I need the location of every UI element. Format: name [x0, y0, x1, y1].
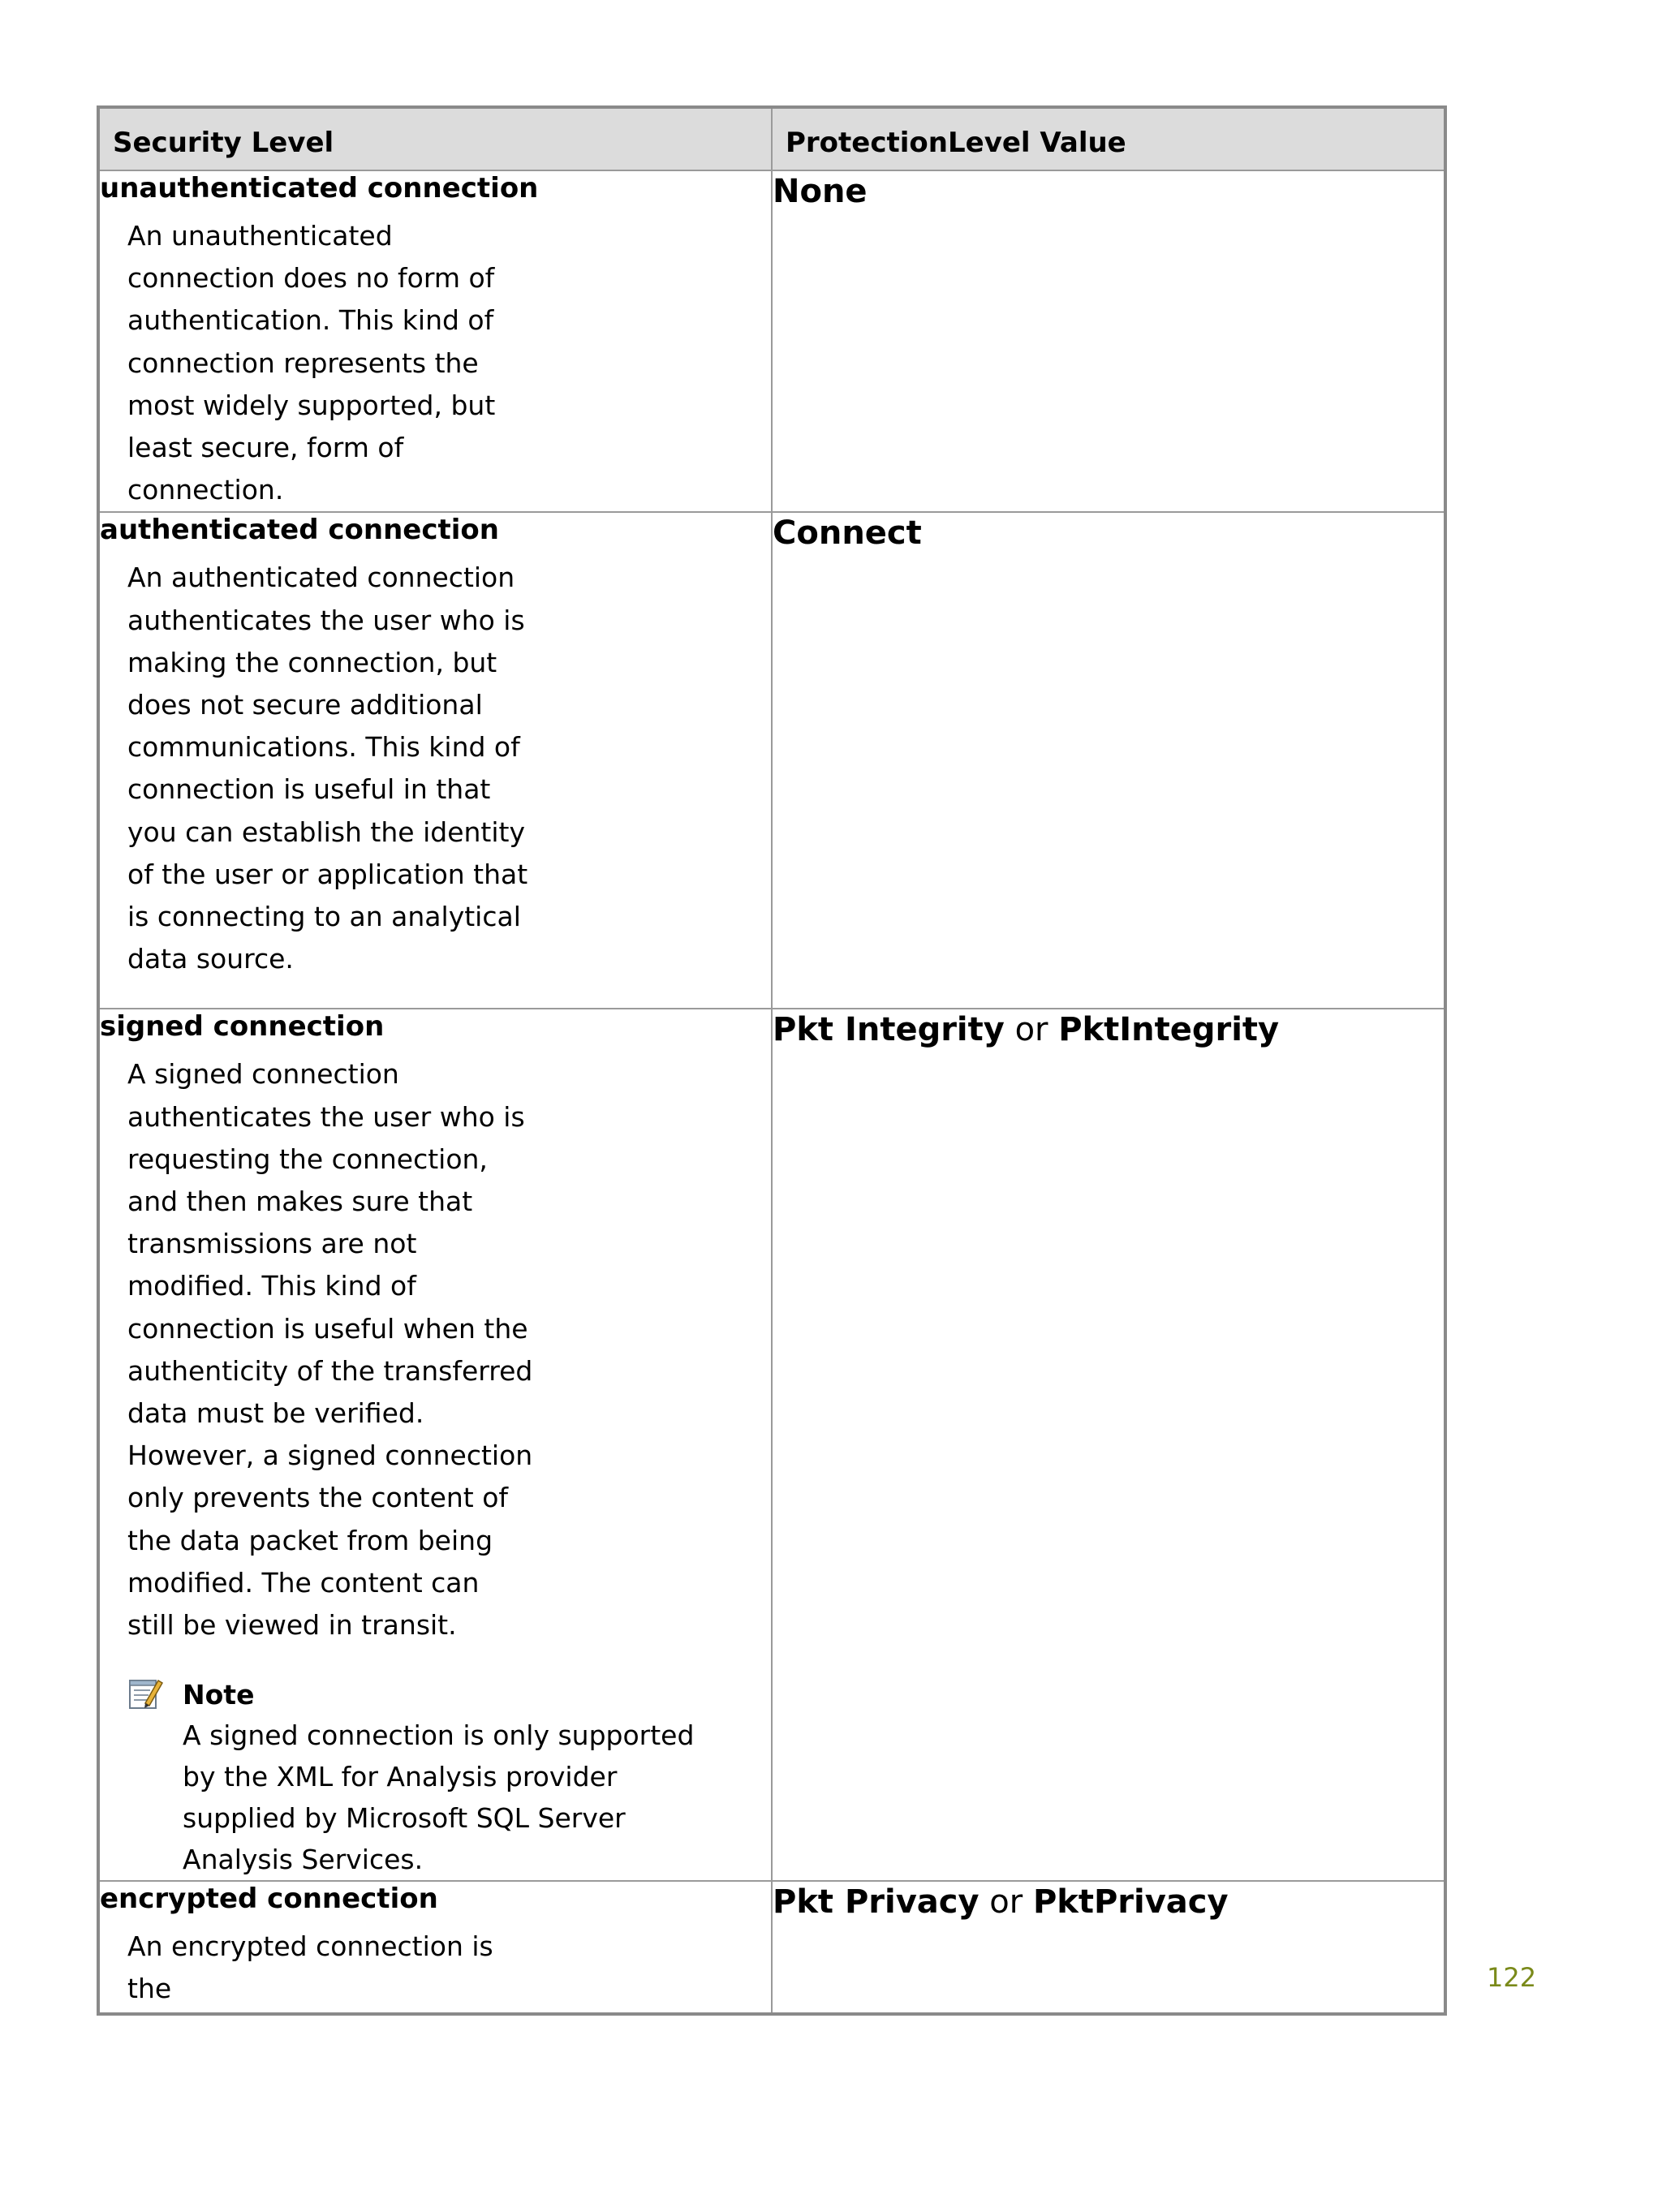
note-header: [127, 1671, 771, 1711]
security-level-cell: [98, 512, 772, 1009]
protection-level-cell: [772, 1009, 1445, 1881]
protection-level-alternate: PktIntegrity: [1058, 1011, 1280, 1049]
security-level-title: authenticated connection: [100, 514, 499, 547]
table-row: [98, 170, 1445, 512]
table-row: [98, 512, 1445, 1009]
table-header-row: [98, 107, 1445, 170]
table-row: [98, 1881, 1445, 2013]
header-security-level: Security Level: [98, 107, 772, 170]
protection-level-cell: [772, 170, 1445, 512]
protection-level-value: [773, 513, 1444, 553]
security-level-description: An authenticated connection authenticates the user who is making the connection, but does not secure additional communications. This kind of connection is useful in that you can establish the identity of the user or application that is connecting to an analytical data source.: [127, 562, 528, 975]
table-row: [98, 1009, 1445, 1881]
protection-level-alternate: PktPrivacy: [1032, 1883, 1229, 1922]
protection-level-primary: Pkt Integrity: [773, 1011, 1005, 1049]
protection-level-value: [773, 171, 1444, 212]
security-level-title: unauthenticated connection: [100, 172, 539, 204]
note-pencil-icon: [127, 1676, 163, 1711]
note-text: A signed connection is only supported by the XML for Analysis provider supplied by Microsoft SQL Server Analysis Services.: [183, 1719, 695, 1876]
protection-level-or: or: [1014, 1011, 1048, 1049]
protection-level-cell: [772, 512, 1445, 1009]
security-level-table: [97, 105, 1447, 2016]
protection-level-or: or: [989, 1883, 1023, 1922]
page-number: 122: [1487, 1962, 1537, 1993]
security-level-cell: [98, 1009, 772, 1881]
note-label: Note: [183, 1679, 255, 1711]
security-level-cell: [98, 1881, 772, 2013]
security-level-description: A signed connection authenticates the user who is requesting the connection, and then makes sure that transmissions are not modified. This kind of connection is useful when the authenticity of the transferred data must be verified. However, a signed connection only prevents the content of the data packet from being modified. The content can still be viewed in transit.: [127, 1058, 533, 1642]
protection-level-primary: Pkt Privacy: [773, 1883, 980, 1922]
security-level-description: An encrypted connection is the: [127, 1930, 493, 2005]
protection-level-primary: None: [773, 173, 868, 210]
protection-level-primary: Connect: [773, 514, 922, 553]
security-level-title: encrypted connection: [100, 1883, 438, 1916]
security-level-description: An unauthenticated connection does no form of authentication. This kind of connection represents the most widely supported, but least secure, form of connection.: [127, 220, 496, 506]
protection-level-cell: [772, 1881, 1445, 2013]
security-level-cell: [98, 170, 772, 512]
protection-level-value: [773, 1882, 1444, 1922]
note-block: [127, 1671, 771, 1880]
security-level-title: signed connection: [100, 1010, 385, 1044]
header-protection-level-value: ProtectionLevel Value: [772, 107, 1445, 170]
protection-level-value: [773, 1009, 1444, 1050]
